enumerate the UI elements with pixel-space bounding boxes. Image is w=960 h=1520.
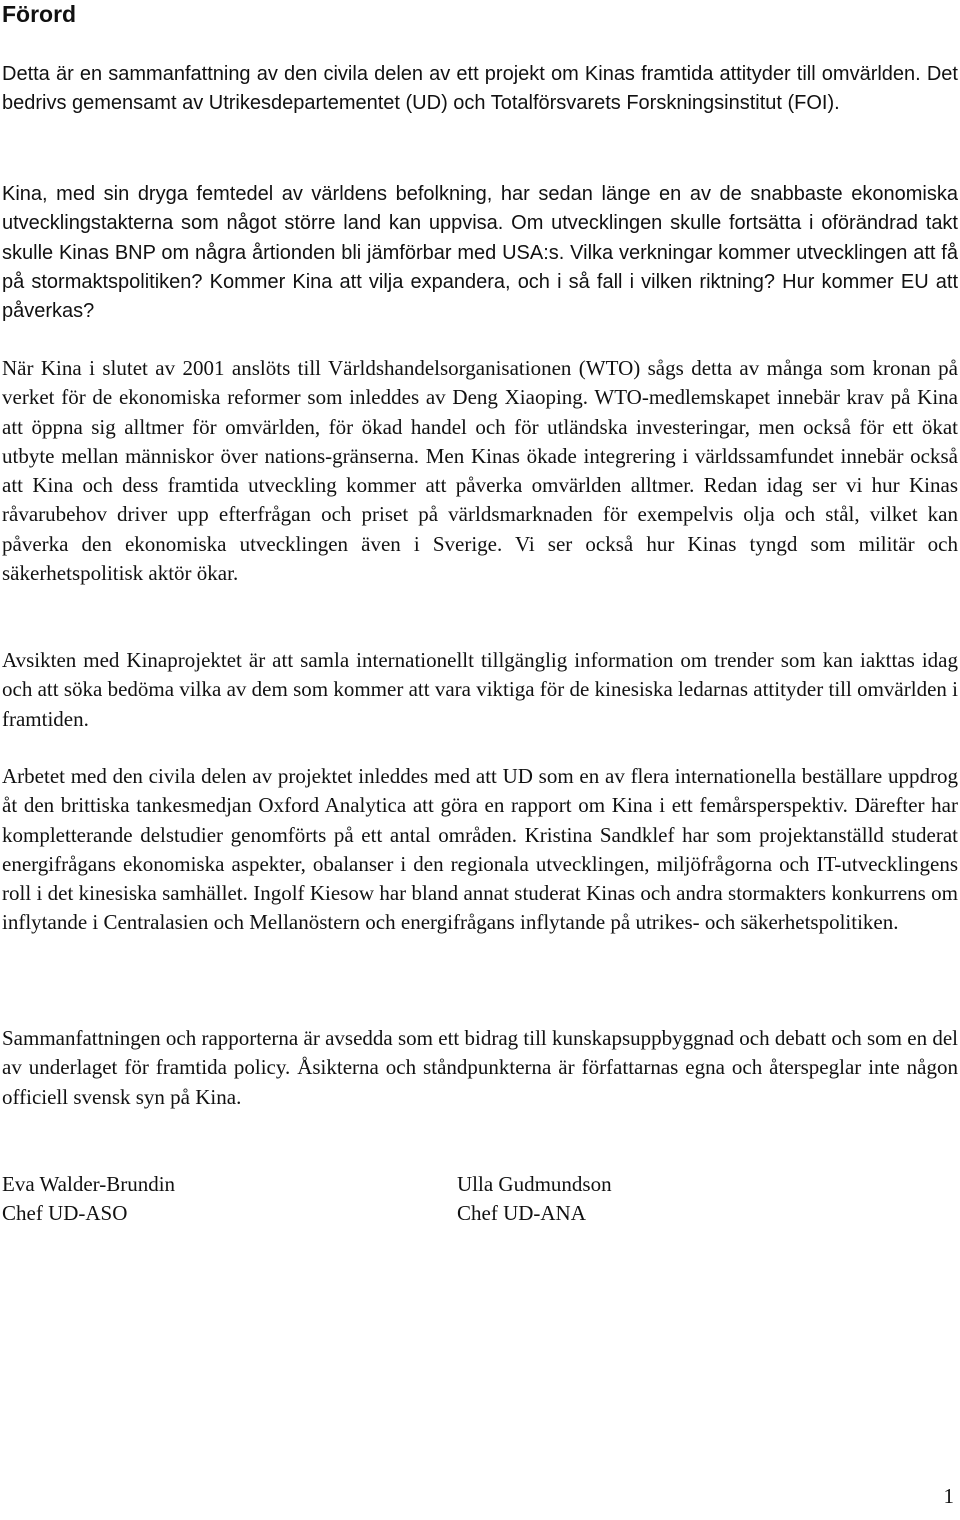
- paragraph-china-growth: Kina, med sin dryga femtedel av världens befolkning, har sedan länge en av de snabbaste ekonomiska utvecklingstakterna som något större land kan uppvisa. Om utvecklingen skulle fortsätta i oförändrad takt skulle Kinas BNP om några årtionden bli jämförbar med USA:s. Vilka verkningar kommer utvecklingen att få på stormaktspolitiken? Kommer Kina att vilja expandera, och i så fall i vilken riktning? Hur kommer EU att påverkas?: [2, 183, 958, 323]
- signatory-name: Eva Walder-Brundin: [2, 1172, 176, 1196]
- paragraph-project-purpose: Avsikten med Kinaprojektet är att samla internationellt tillgänglig information om trender som kan iakttas idag och att söka bedöma vilka av dem som kommer att vara viktiga för de kinesiska ledarnas attityder till omvärlden i framtiden.: [2, 648, 958, 731]
- paragraph-intro: Detta är en sammanfattning av den civila delen av ett projekt om Kinas framtida attityder till omvärlden. Det bedrivs gemensamt av Utrikesdepartementet (UD) och Totalförsvarets Forskningsinstitut (FOI).: [2, 63, 958, 115]
- signature-block-2: [457, 1170, 612, 1229]
- signatory-title: Chef UD-ASO: [2, 1201, 128, 1226]
- signature-block-1: [2, 1170, 175, 1229]
- page-title: Förord: [2, 1, 77, 27]
- signatory-title: Chef UD-ANA: [457, 1201, 586, 1226]
- signatory-name: Ulla Gudmundson: [457, 1172, 612, 1196]
- paragraph-project-work: Arbetet med den civila delen av projektet inleddes med att UD som en av flera internationella beställare uppdrog åt den brittiska tankesmedjan Oxford Analytica att göra en rapport om Kina i ett femårsperspektiv. Därefter har kompletterande delstudier genomförts på ett antal områden. Kristina Sandklef har som projektanställd studerat energifrågans ekonomiska aspekter, obalanser i den regionala utvecklingen, miljöfrågorna och IT-utvecklingens roll i det kinesiska samhället. Ingolf Kiesow har bland annat studerat Kinas och andra stormakters konkurrens om inflytande i Centralasien och Mellanöstern och energifrågans inflytande på utrikes- och säkerhetspolitiken.: [2, 764, 958, 935]
- page-number: 1: [943, 1484, 954, 1508]
- paragraph-wto: När Kina i slutet av 2001 anslöts till Världshandelsorganisationen (WTO) sågs detta av många som kronan på verket för de ekonomiska reformer som inleddes av Deng Xiaoping. WTO-medlemskapet innebär krav på Kina att öppna sig alltmer för omvärlden, för ökad handel och för utländska investeringar, men också för ett ökat utbyte mellan människor över nations-gränserna. Men Kinas ökade integrering i världssamfundet innebär också att Kina och dess framtida utveckling kommer att påverka omvärlden alltmer. Redan idag ser vi hur Kinas råvarubehov driver upp efterfrågan och priset på världsmarknaden för exempelvis olja och stål, vilket kan påverka den ekonomiska utvecklingen även i Sverige. Vi ser också hur Kinas tyngd som militär och säkerhetspolitisk aktör ökar.: [2, 356, 958, 586]
- paragraph-disclaimer: Sammanfattningen och rapporterna är avsedda som ett bidrag till kunskapsuppbyggnad och debatt och som en del av underlaget för framtida policy. Åsikterna och ståndpunkterna är författarnas egna och återspeglar inte någon officiell svensk syn på Kina.: [2, 1026, 958, 1109]
